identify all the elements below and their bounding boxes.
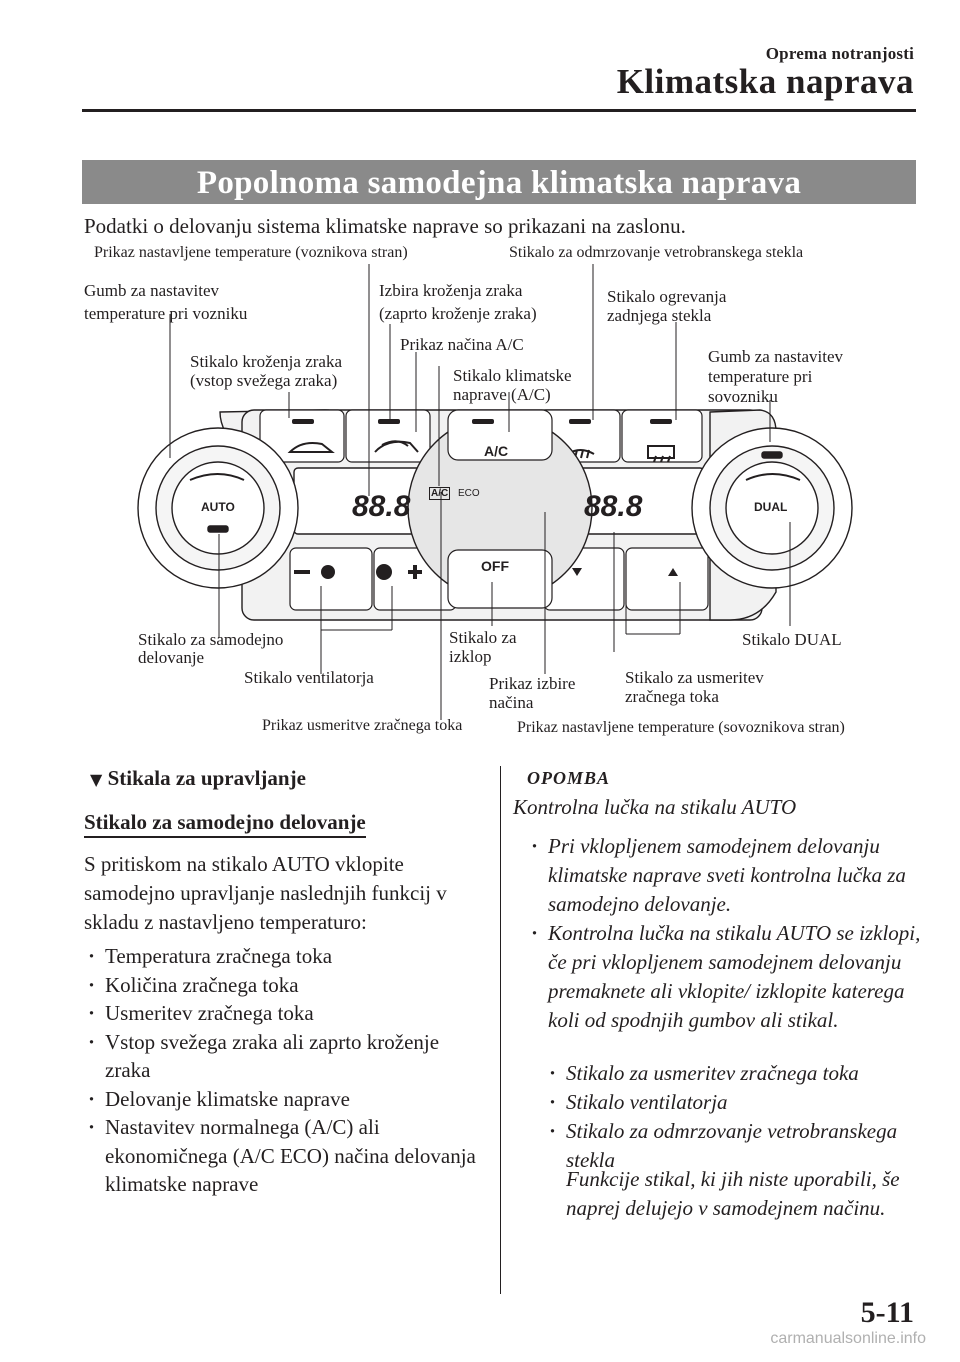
note-subheading: Kontrolna lučka na stikalu AUTO: [513, 795, 797, 819]
running-header-section: Oprema notranjosti: [765, 44, 914, 63]
callout-mode-display-1: Prikaz izbire: [489, 674, 576, 693]
callout-ac-mode-display: Prikaz načina A/C: [400, 335, 524, 354]
callout-airflow-display: Prikaz usmeritve zračnega toka: [262, 717, 463, 734]
running-header-title: Klimatska naprava: [616, 62, 914, 101]
callout-pass-knob-2: temperature pri: [708, 367, 813, 386]
panel-ac-indicator: A/C: [431, 488, 449, 499]
callout-rear-defog-2: zadnjega stekla: [607, 306, 712, 325]
panel-driver-temp-readout: 88.8: [352, 490, 411, 523]
section-title-band: Popolnoma samodejna klimatska naprava: [82, 160, 916, 204]
column-divider: [500, 766, 501, 1294]
body-paragraph: S pritiskom na stikalo AUTO vklopite samodejno upravljanje naslednjih funkcij v skladu z nastavljeno temperaturo:: [84, 852, 447, 934]
note-list: [530, 832, 930, 1035]
callout-mode-switch-1: Stikalo za usmeritev: [625, 668, 764, 687]
triangle-bullet-icon: ▼: [90, 770, 103, 789]
note-item: · Pri vklopljenem samodejnem delovanju klimatske naprave sveti kontrolna lučka za samodejno delovanje.: [530, 832, 930, 919]
page-number: 5-11: [860, 1296, 914, 1329]
list-item: · Nastavitev normalnega (A/C) ali ekonomičnega (A/C ECO) načina delovanja klimatske naprave: [86, 1113, 486, 1199]
callout-fresh-air-2: (vstop svežega zraka): [190, 371, 338, 390]
callout-mode-switch-2: zračnega toka: [625, 687, 719, 706]
callout-fresh-air-1: Stikalo kroženja zraka: [190, 352, 342, 371]
note-subitem: · Stikalo za usmeritev zračnega toka: [548, 1059, 928, 1088]
callout-fan-switch: Stikalo ventilatorja: [244, 668, 374, 687]
list-item: · Količina zračnega toka: [86, 971, 486, 1000]
callout-driver-knob-1: Gumb za nastavitev: [84, 281, 220, 300]
panel-passenger-temp-readout: 88.8: [584, 490, 643, 523]
callout-pass-knob-1: Gumb za nastavitev: [708, 347, 844, 366]
callout-recirc-select-1: Izbira kroženja zraka: [379, 281, 523, 300]
subsection-heading: Stikalo za samodejno delovanje: [84, 810, 366, 838]
note-heading: OPOMBA: [527, 768, 611, 788]
panel-dual-label: DUAL: [754, 500, 788, 514]
note-sublist: [548, 1059, 928, 1175]
intro-text: Podatki o delovanju sistema klimatske naprave so prikazani na zaslonu.: [84, 214, 686, 238]
header-rule: [82, 109, 916, 112]
section-heading: [90, 766, 306, 791]
callout-dual-switch: Stikalo DUAL: [742, 630, 842, 649]
list-item: · Temperatura zračnega toka: [86, 942, 486, 971]
panel-eco-indicator: ECO: [458, 488, 480, 499]
callout-auto-switch-1: Stikalo za samodejno: [138, 630, 284, 649]
panel-off-label: OFF: [481, 558, 509, 574]
callout-off-switch-2: izklop: [449, 647, 492, 666]
list-item: · Delovanje klimatske naprave: [86, 1085, 486, 1114]
callout-rear-defog-1: Stikalo ogrevanja: [607, 287, 727, 306]
list-item: · Usmeritev zračnega toka: [86, 999, 486, 1028]
callout-ac-switch-1: Stikalo klimatske: [453, 366, 572, 385]
callout-pass-temp-display: Prikaz nastavljene temperature (sovoznikova stran): [517, 719, 845, 736]
section-heading-text: Stikala za upravljanje: [107, 766, 306, 790]
panel-auto-label: AUTO: [201, 500, 235, 514]
note-subitem: · Stikalo ventilatorja: [548, 1088, 928, 1117]
callout-off-switch-1: Stikalo za: [449, 628, 517, 647]
callout-mode-display-2: načina: [489, 693, 534, 712]
watermark: carmanualsonline.info: [770, 1330, 926, 1347]
callout-auto-switch-2: delovanje: [138, 648, 205, 667]
callout-driver-temp-display: Prikaz nastavljene temperature (voznikova stran): [94, 244, 408, 261]
note-tail: Funkcije stikal, ki jih niste uporabili, še naprej delujejo v samodejnem načinu.: [566, 1167, 900, 1220]
note-item: · Kontrolna lučka na stikalu AUTO se izklopi, če pri vklopljenem samodejnem delovanju premaknete ali vklopite/ izklopite katerega koli od spodnjih gumbov ali stikal.: [530, 919, 930, 1035]
auto-functions-list: [86, 942, 486, 1199]
callout-driver-knob-2: temperature pri vozniku: [84, 304, 248, 323]
list-item: · Vstop svežega zraka ali zaprto kroženje zraka: [86, 1028, 486, 1085]
callout-pass-knob-3: sovozniku: [708, 387, 778, 406]
note-subitem: · Stikalo za odmrzovanje vetrobranskega stekla: [548, 1117, 928, 1175]
callout-recirc-select-2: (zaprto kroženje zraka): [379, 304, 537, 323]
panel-ac-label: A/C: [484, 443, 509, 459]
callout-ac-switch-2: naprave (A/C): [453, 385, 551, 404]
callout-defroster-switch: Stikalo za odmrzovanje vetrobranskega stekla: [509, 244, 804, 261]
